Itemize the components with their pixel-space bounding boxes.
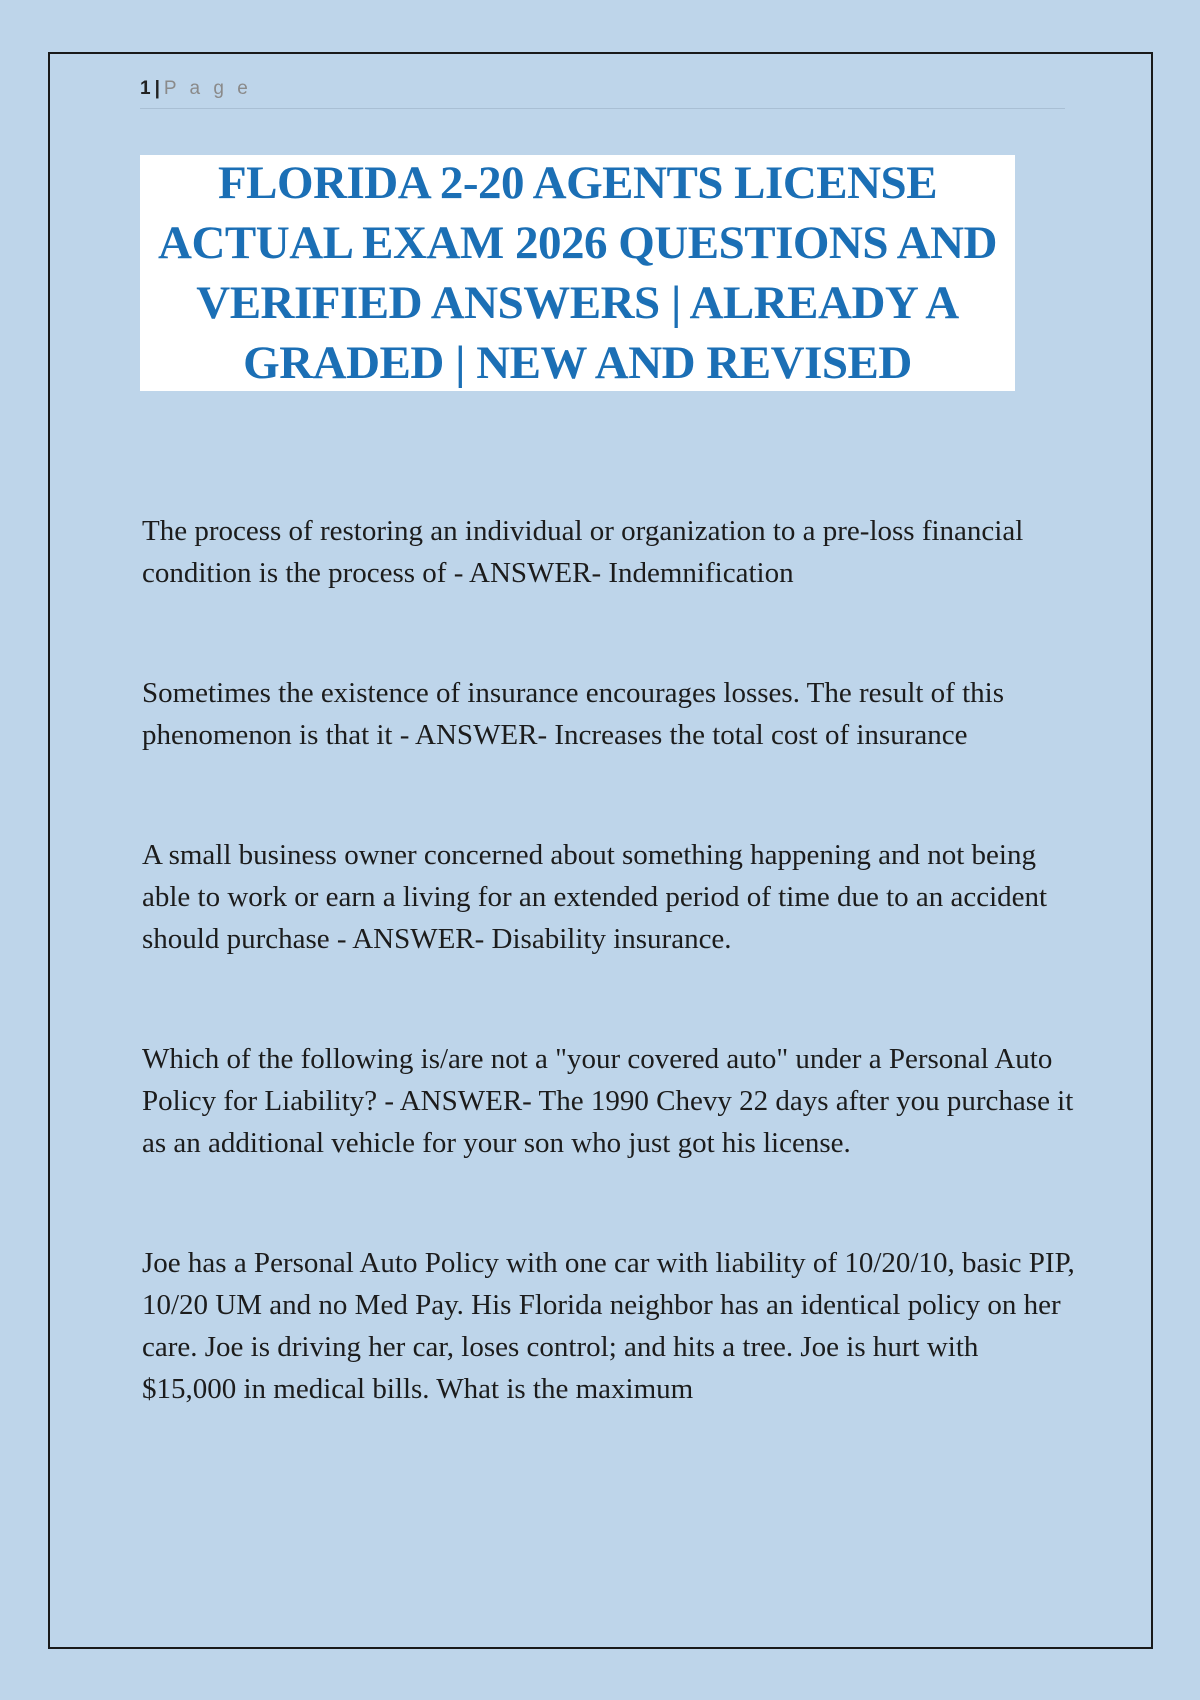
page-number: 1 bbox=[140, 78, 151, 99]
qa-item-3: A small business owner concerned about something happening and not being able to work or earn a living for an extended period of time due to an accident should purchase - ANSWER- Disability insurance. bbox=[142, 839, 1048, 955]
qa-item-1: The process of restoring an individual or organization to a pre-loss financial condition is the process of - ANSWER- Indemnification bbox=[142, 515, 1024, 589]
qa-list bbox=[142, 510, 1077, 1410]
qa-item-5: Joe has a Personal Auto Policy with one car with liability of 10/20/10, basic PIP, 10/20 UM and no Med Pay. His Florida neighbor has an identical policy on her care. Joe is driving her car, loses control; and hits a tree. Joe is hurt with $15,000 in medical bills. What is the maximum bbox=[142, 1247, 1075, 1405]
page-header bbox=[140, 78, 1065, 109]
page-label: P a g e bbox=[163, 78, 252, 99]
qa-item-2: Sometimes the existence of insurance encourages losses. The result of this phenomenon is that it - ANSWER- Increases the total cost of insurance bbox=[142, 677, 1004, 751]
title-box bbox=[140, 155, 1015, 391]
page-separator: | bbox=[154, 78, 160, 99]
document-title: FLORIDA 2-20 AGENTS LICENSE ACTUAL EXAM 2026 QUESTIONS AND VERIFIED ANSWERS | ALREADY A GRADED | NEW AND REVISED bbox=[158, 157, 997, 389]
qa-item-4: Which of the following is/are not a "your covered auto" under a Personal Auto Policy for Liability? - ANSWER- The 1990 Chevy 22 days after you purchase it as an additional vehicle for your son who just got his license. bbox=[142, 1043, 1074, 1159]
